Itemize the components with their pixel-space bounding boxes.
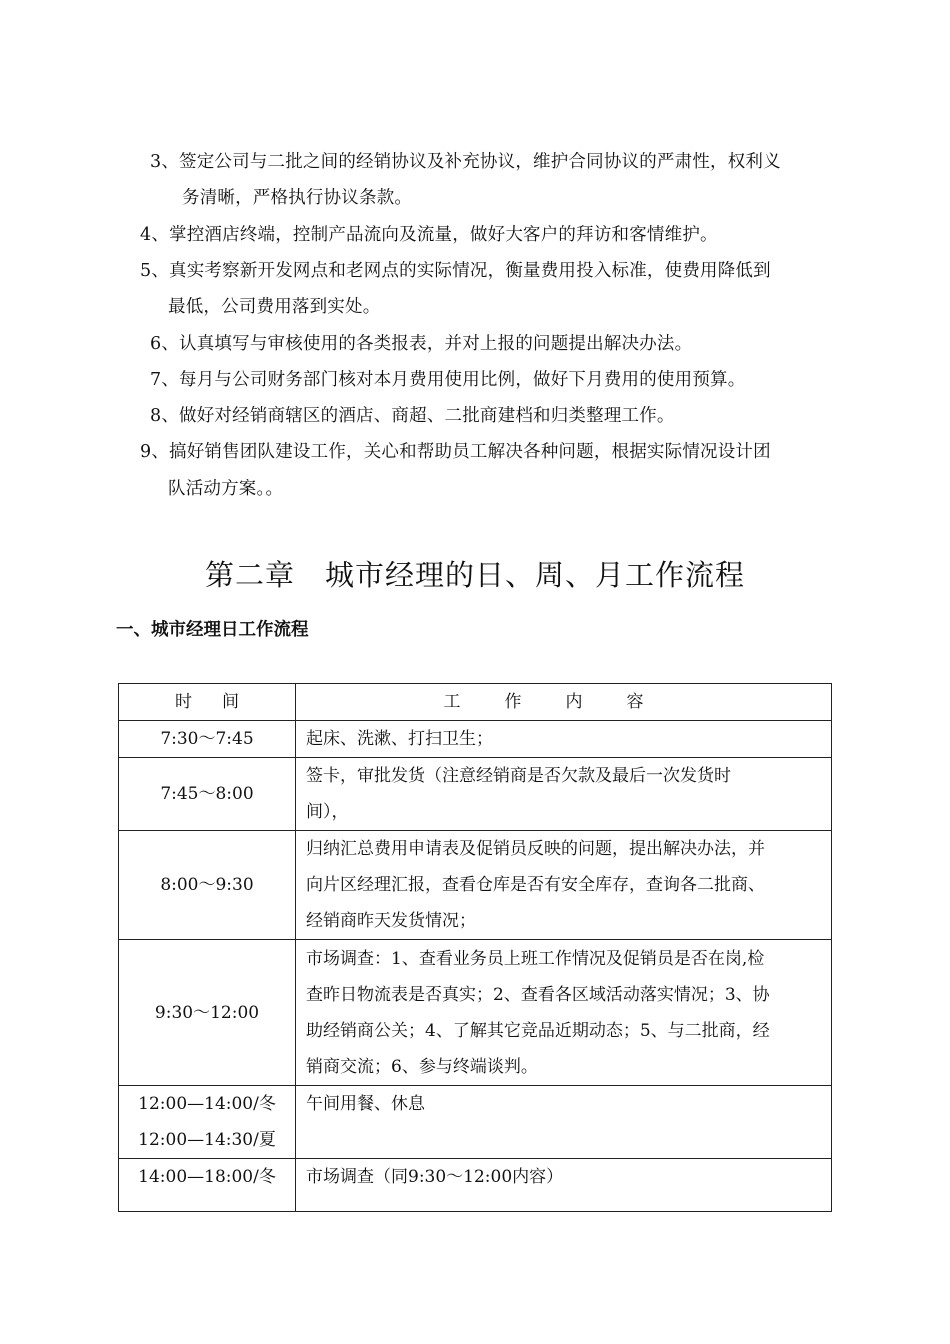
table-row (119, 1086, 832, 1159)
duty-4-line-1: 4、掌控酒店终端，控制产品流向及流量，做好大客户的拜访和客情维护。 (140, 225, 718, 245)
time-cell: 9:30～12:00 (119, 940, 296, 1086)
table-row (119, 940, 832, 1086)
time-cell: 7:45～8:00 (119, 758, 296, 831)
content-cell: 签卡，审批发货（注意经销商是否欠款及最后一次发货时 间）， (296, 758, 832, 831)
header-time: 时间 (119, 684, 296, 721)
duty-6-line-1: 6、认真填写与审核使用的各类报表，并对上报的问题提出解决办法。 (150, 334, 693, 354)
table-row (119, 721, 832, 758)
content-cell: 市场调查（同9:30～12:00内容） (296, 1159, 832, 1212)
content-cell: 市场调查：1、查看业务员上班工作情况及促销员是否在岗,检 查昨日物流表是否真实；2、查看各区域活动落实情况；3、协 助经销商公关；4、了解其它竞品近期动态；5、与二批商，经 销商交流；6、参与终端谈判。 (296, 940, 832, 1086)
table-row (119, 1159, 832, 1212)
table-header-row (119, 684, 832, 721)
daily-schedule-table (118, 683, 832, 1212)
time-cell: 8:00～9:30 (119, 831, 296, 940)
duty-3-line-2: 务清晰，严格执行协议条款。 (182, 188, 413, 208)
table-row (119, 831, 832, 940)
header-content: 工作内容 (296, 684, 832, 721)
content-cell: 午间用餐、休息 (296, 1086, 832, 1159)
time-cell: 12:00—14:00/冬 12:00—14:30/夏 (119, 1086, 296, 1159)
duty-9-line-2: 队活动方案。。 (168, 479, 284, 499)
content-cell: 起床、洗漱、打扫卫生； (296, 721, 832, 758)
duty-5-line-2: 最低，公司费用落到实处。 (168, 297, 381, 317)
section-title: 一、城市经理日工作流程 (116, 620, 309, 640)
duty-3-line-1: 3、签定公司与二批之间的经销协议及补充协议，维护合同协议的严肃性，权利义 (150, 152, 781, 172)
duty-9-line-1: 9、搞好销售团队建设工作，关心和帮助员工解决各种问题，根据实际情况设计团 (140, 442, 771, 462)
content-cell: 归纳汇总费用申请表及促销员反映的问题，提出解决办法，并 向片区经理汇报，查看仓库是否有安全库存，查询各二批商、 经销商昨天发货情况； (296, 831, 832, 940)
chapter-title: 第二章 城市经理的日、周、月工作流程 (204, 558, 745, 592)
time-cell: 14:00—18:00/冬 (119, 1159, 296, 1212)
duty-8-line-1: 8、做好对经销商辖区的酒店、商超、二批商建档和归类整理工作。 (150, 406, 675, 426)
table-row (119, 758, 832, 831)
duty-7-line-1: 7、每月与公司财务部门核对本月费用使用比例，做好下月费用的使用预算。 (150, 370, 746, 390)
duty-5-line-1: 5、真实考察新开发网点和老网点的实际情况，衡量费用投入标准，使费用降低到 (140, 261, 771, 281)
time-cell: 7:30～7:45 (119, 721, 296, 758)
